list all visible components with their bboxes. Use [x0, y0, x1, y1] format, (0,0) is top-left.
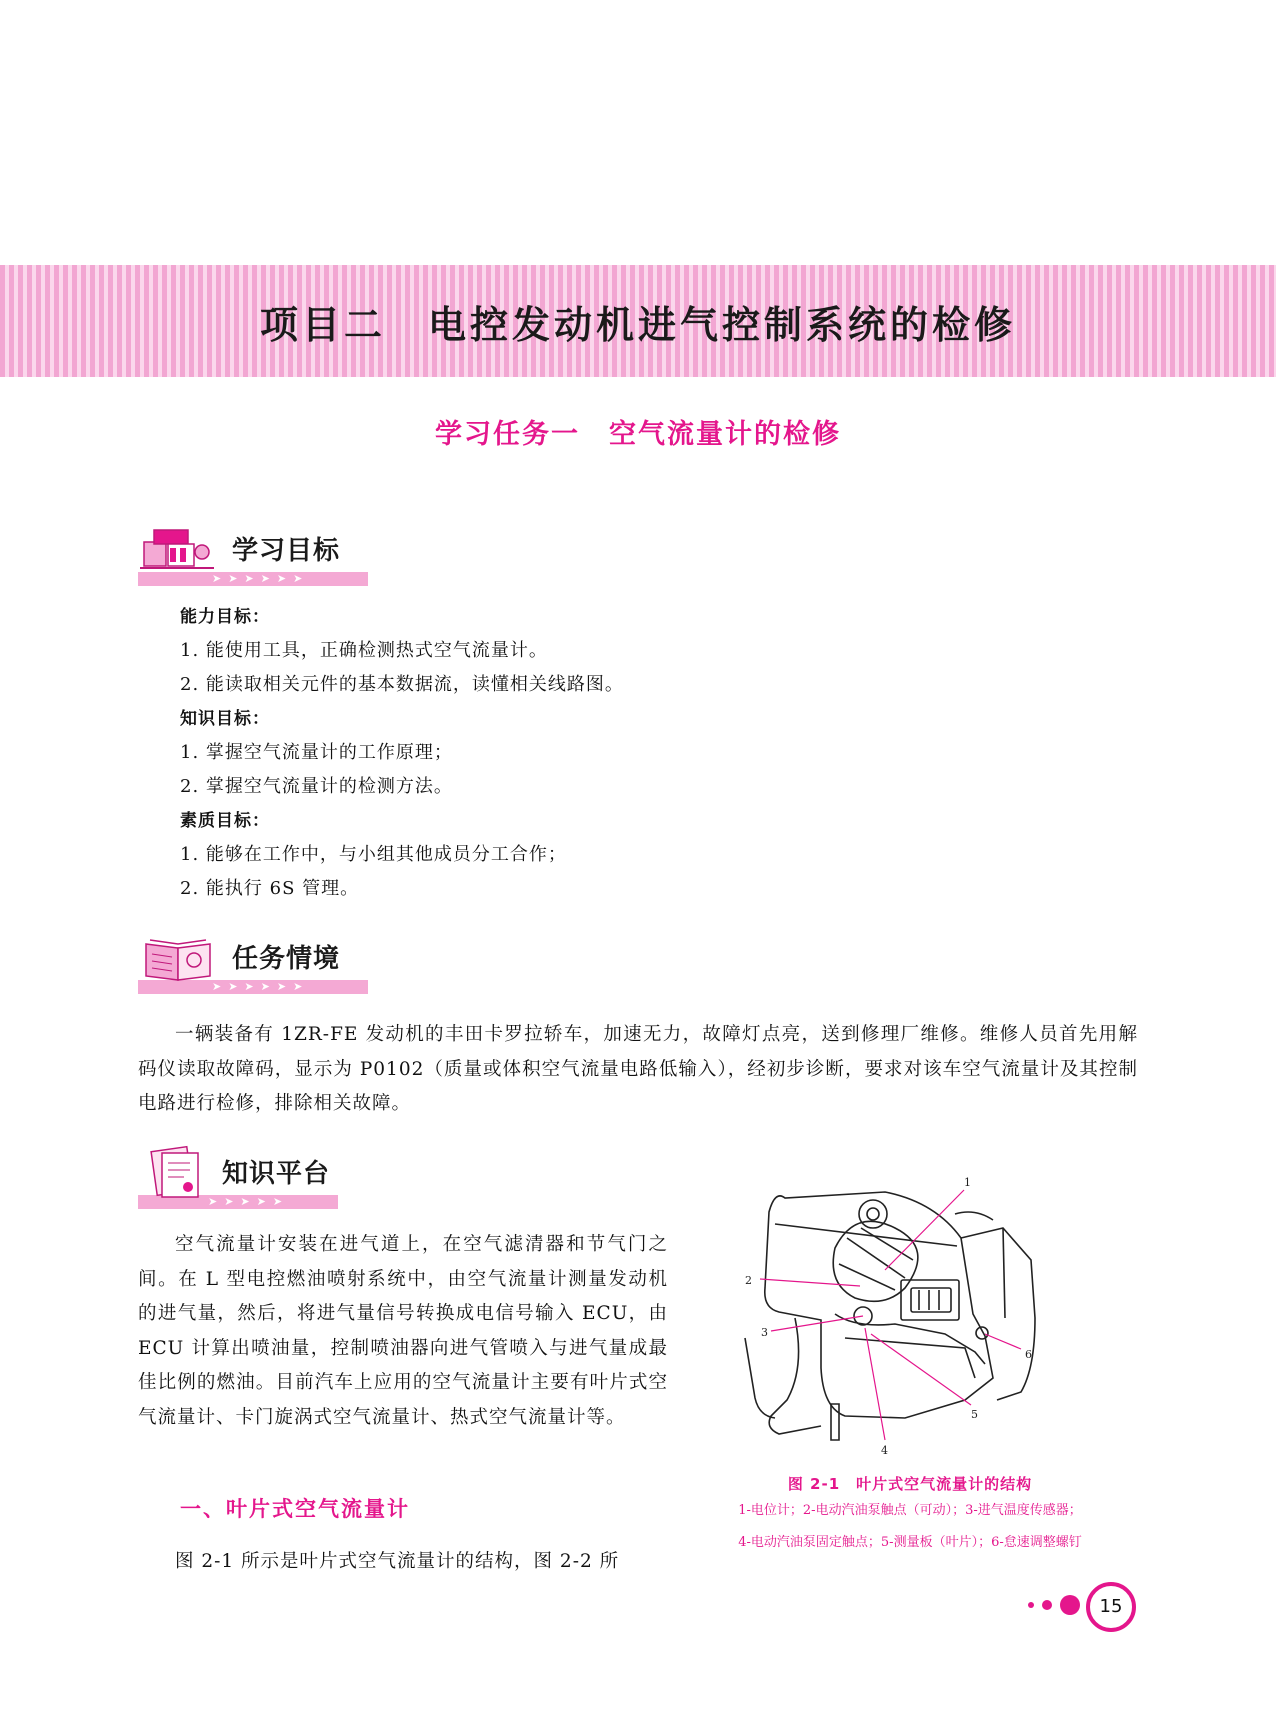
subsection-heading: 一、叶片式空气流量计: [180, 1497, 410, 1521]
arrow-decoration-icon: ➤➤➤➤➤➤: [212, 572, 310, 585]
list-item: 1. 掌握空气流量计的工作原理；: [180, 742, 453, 763]
figure-callout-label: 4: [881, 1444, 888, 1457]
arrow-decoration-icon: ➤➤➤➤➤➤: [212, 980, 310, 993]
section-label: 知识平台: [222, 1159, 331, 1189]
decor-dot: [1042, 1600, 1052, 1610]
machine-icon: [140, 522, 218, 580]
list-item: 2. 掌握空气流量计的检测方法。: [180, 776, 453, 797]
scenario-paragraph: 一辆装备有 1ZR-FE 发动机的丰田卡罗拉轿车，加速无力，故障灯点亮，送到修理厂维修。维修人员首先用解码仪读取故障码，显示为 P0102（质量或体积空气流量电路低输入），经初步诊断，要求对该车空气流量计及其控制电路进行检修，排除相关故障。: [138, 1024, 1138, 1114]
chapter-banner: [0, 265, 1276, 377]
arrow-decoration-icon: ➤➤➤➤➤: [208, 1195, 290, 1208]
decor-dot: [1060, 1595, 1080, 1615]
decor-dot: [1028, 1602, 1034, 1608]
figure-legend-line: 1-电位计；2-电动汽油泵触点（可动）；3-进气温度传感器；: [738, 1503, 1082, 1518]
page-number: 15: [1086, 1582, 1136, 1632]
knowledge-paragraph: 空气流量计安装在进气道上，在空气滤清器和节气门之间。在 L 型电控燃油喷射系统中，由空气流量计测量发动机的进气量，然后，将进气量信号转换成电信号输入 ECU，由 ECU 计算出喷油量，控制喷油器向进气管喷入与进气量成最佳比例的燃油。目前汽车上应用的空气流量计主要有叶片式空气流量计、卡门旋涡式空气流量计、热式空气流量计等。: [138, 1234, 668, 1428]
vane-airflow-meter-diagram: [735, 1168, 1075, 1458]
document-icon: [140, 1145, 218, 1203]
figure-callout-label: 5: [971, 1408, 978, 1421]
list-item: 2. 能读取相关元件的基本数据流，读懂相关线路图。: [180, 674, 624, 695]
section-heading-knowledge: [138, 1145, 338, 1209]
objectives-list: [180, 600, 624, 906]
figure-legend-line: 4-电动汽油泵固定触点；5-测量板（叶片）；6-怠速调整螺钉: [738, 1535, 1082, 1550]
task-title: 学习任务一 空气流量计的检修: [435, 419, 841, 450]
project-title: 项目二 电控发动机进气控制系统的检修: [259, 302, 1016, 347]
section-label: 任务情境: [232, 944, 341, 974]
quality-label: 素质目标：: [180, 811, 270, 831]
section-label: 学习目标: [232, 536, 341, 566]
page-number-badge: [1020, 1580, 1140, 1634]
list-item: 2. 能执行 6S 管理。: [180, 878, 360, 899]
open-book-icon: [140, 930, 218, 988]
figure-caption: 图 2-1 叶片式空气流量计的结构: [787, 1475, 1033, 1493]
figure-callout-label: 1: [964, 1176, 971, 1189]
knowledge-label: 知识目标：: [180, 709, 270, 729]
subsection-paragraph: 图 2-1 所示是叶片式空气流量计的结构，图 2-2 所: [175, 1551, 620, 1572]
section-heading-objectives: [138, 522, 368, 586]
figure-callout-label: 2: [745, 1274, 752, 1287]
list-item: 1. 能使用工具，正确检测热式空气流量计。: [180, 640, 548, 661]
figure-callout-label: 3: [761, 1326, 768, 1339]
figure-callout-label: 6: [1025, 1348, 1032, 1361]
list-item: 1. 能够在工作中，与小组其他成员分工合作；: [180, 844, 567, 865]
ability-label: 能力目标：: [180, 607, 270, 627]
section-heading-scenario: [138, 930, 368, 994]
